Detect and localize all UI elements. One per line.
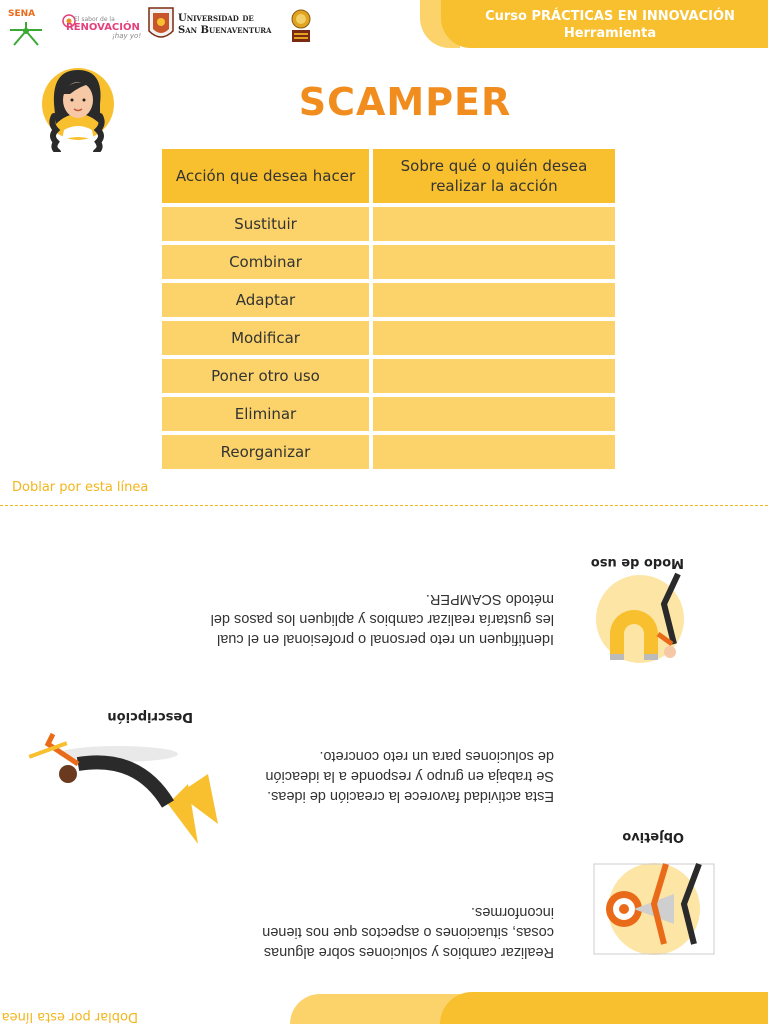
target-cell[interactable] (373, 207, 615, 241)
target-cell[interactable] (373, 397, 615, 431)
header-action: Acción que desea hacer (162, 149, 369, 203)
table-row (162, 359, 615, 393)
action-cell: Reorganizar (162, 435, 369, 469)
tool-line: Herramienta (563, 26, 657, 41)
descripcion-title: Descripción (107, 709, 193, 724)
objetivo-title: Objetivo (622, 829, 684, 844)
course-title (455, 8, 765, 42)
table-row (162, 321, 615, 355)
renovacion-tag: ¡hay yo! (112, 32, 142, 40)
certification-seal-icon (288, 6, 314, 44)
table-header-row (162, 149, 615, 203)
action-cell: Adaptar (162, 283, 369, 317)
action-cell: Poner otro uso (162, 359, 369, 393)
fold-label: Doblar por esta línea (12, 480, 149, 495)
target-cell[interactable] (373, 321, 615, 355)
course-line: Curso PRÁCTICAS EN INNOVACIÓN (485, 9, 735, 24)
target-cell[interactable] (373, 283, 615, 317)
target-cell[interactable] (373, 359, 615, 393)
page-title: SCAMPER (298, 80, 512, 124)
person-magnet-illustration (583, 564, 698, 674)
target-cell[interactable] (373, 245, 615, 279)
action-cell: Sustituir (162, 207, 369, 241)
fold-label-inverted: Doblar por esta línea (1, 1009, 138, 1024)
target-cell[interactable] (373, 435, 615, 469)
header-target: Sobre qué o quién desea realizar la acción (373, 149, 615, 203)
person-target-illustration (574, 854, 734, 964)
renovacion-logo: RENOVACIÓN (66, 22, 140, 33)
sena-wordmark: SENA (8, 9, 36, 19)
person-idea-illustration (18, 714, 228, 864)
action-cell: Combinar (162, 245, 369, 279)
usb-wordmark (178, 13, 271, 37)
renovacion-small: El sabor de la (74, 16, 115, 23)
table-row (162, 207, 615, 241)
usb-line1: Universidad de (178, 13, 254, 24)
table-row (162, 283, 615, 317)
scamper-table (162, 149, 615, 469)
back-panel (0, 506, 768, 1024)
action-cell: Eliminar (162, 397, 369, 431)
table-row (162, 397, 615, 431)
modo-text: Identifiquen un reto personal o profesional en el cual les gustaría realizar cambios y apliquen los pasos del método SCAMPER. (210, 591, 554, 647)
descripcion-text: Esta actividad favorece la creación de ideas. Se trabaja en grupo y responde a la ideación de soluciones para un reto concreto. (265, 748, 554, 804)
table-row (162, 435, 615, 469)
table-row (162, 245, 615, 279)
usb-line2: San Buenaventura (178, 25, 272, 36)
objetivo-text: Realizar cambios y soluciones sobre algunas cosas, situaciones o aspectos que nos tienen inconformes. (262, 904, 554, 960)
modo-title: Modo de uso (590, 555, 684, 570)
action-cell: Modificar (162, 321, 369, 355)
usb-shield-icon (148, 7, 174, 43)
